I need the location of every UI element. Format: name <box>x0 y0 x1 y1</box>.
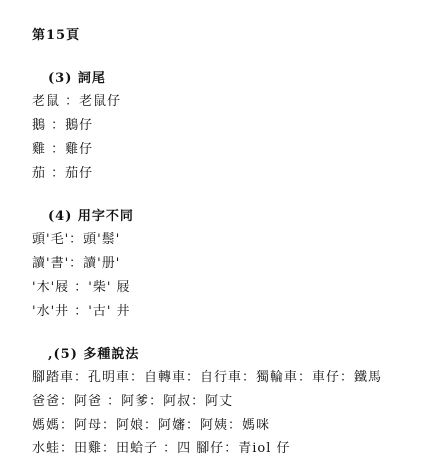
example-line: '木'屐 ：'柴' 屐 <box>32 280 131 295</box>
example-line: '水'井 ：'古' 井 <box>32 304 131 319</box>
page-header: 第15頁 <box>32 28 81 43</box>
section-heading-4: (4) 用字不同 <box>48 209 134 224</box>
example-line: 頭'毛'：頭'鬃' <box>32 232 121 247</box>
example-line: 雞 ：雞仔 <box>32 142 94 157</box>
example-line: 媽媽：阿母：阿娘：阿嬸：阿姨：媽咪 <box>32 418 271 433</box>
example-line: 鵝 ：鵝仔 <box>32 118 94 133</box>
example-line: 老鼠 ：老鼠仔 <box>32 94 122 109</box>
example-line: 茄 ：茄仔 <box>32 166 94 181</box>
example-line: 讀'書'：讀'册' <box>32 256 121 271</box>
example-line: 爸爸：阿爸 ：阿爹：阿叔：阿丈 <box>32 394 234 409</box>
section-heading-5: ,(5) 多種說法 <box>48 347 140 362</box>
section-heading-3: (3) 詞尾 <box>48 71 106 86</box>
example-line: 水蛙：田雞：田蛤子 ：四 腳仔：青iol 仔 <box>32 441 291 456</box>
example-line: 腳踏車：孔明車：自轉車：自行車：獨輪車：車仔：鐵馬 <box>32 370 383 385</box>
